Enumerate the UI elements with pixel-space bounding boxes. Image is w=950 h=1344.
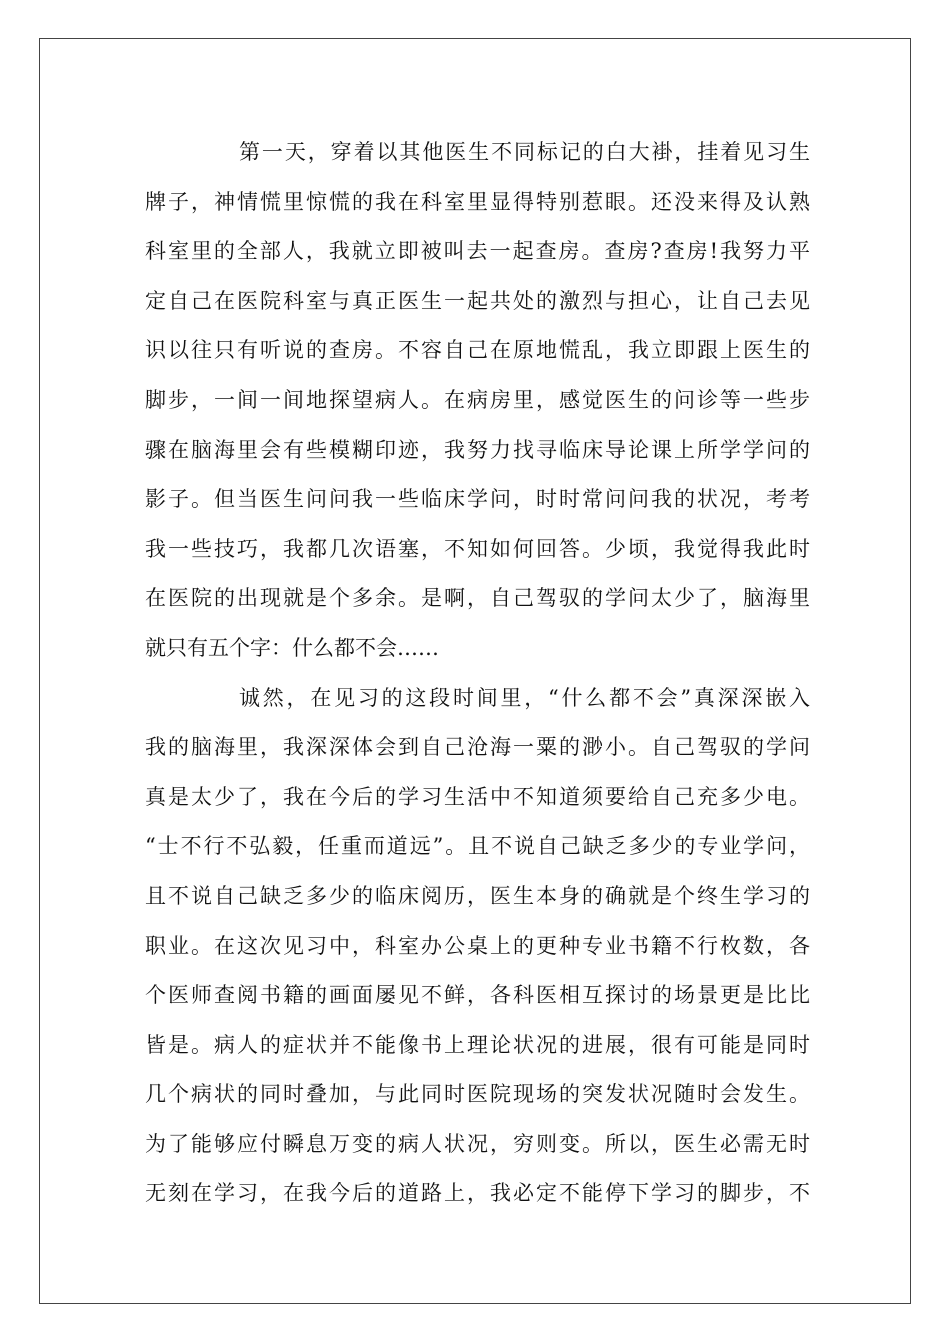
paragraph-line: 真是太少了，我在今后的学习生活中不知道须要给自己充多少电。 bbox=[145, 784, 810, 809]
paragraph-line: 影子。但当医生问问我一些临床学问，时时常问问我的状况，考考 bbox=[145, 487, 810, 512]
paragraph-line: 定自己在医院科室与真正医生一起共处的激烈与担心，让自己去见 bbox=[145, 288, 810, 313]
paragraph-line: 科室里的全部人，我就立即被叫去一起查房。查房?查房!我努力平 bbox=[145, 239, 810, 264]
paragraph-line: 为了能够应付瞬息万变的病人状况，穷则变。所以，医生必需无时 bbox=[145, 1131, 810, 1156]
paragraph-line: 无刻在学习，在我今后的道路上，我必定不能停下学习的脚步，不 bbox=[145, 1181, 810, 1206]
paragraph-2 bbox=[145, 674, 810, 1220]
paragraph-line: 我一些技巧，我都几次语塞，不知如何回答。少顷，我觉得我此时 bbox=[145, 536, 810, 561]
paragraph-line: 我的脑海里，我深深体会到自己沧海一粟的渺小。自己驾驭的学问 bbox=[145, 735, 810, 760]
paragraph-line: 且不说自己缺乏多少的临床阅历，医生本身的确就是个终生学习的 bbox=[145, 883, 810, 908]
paragraph-line: 骤在脑海里会有些模糊印迹，我努力找寻临床导论课上所学学问的 bbox=[145, 437, 810, 462]
paragraph-line: “士不行不弘毅，任重而道远”。且不说自己缺乏多少的专业学问， bbox=[145, 834, 810, 859]
paragraph-line: 脚步，一间一间地探望病人。在病房里，感觉医生的问诊等一些步 bbox=[145, 387, 810, 412]
document-body bbox=[145, 128, 810, 1219]
paragraph-1 bbox=[145, 128, 810, 674]
paragraph-line: 皆是。病人的症状并不能像书上理论状况的进展，很有可能是同时 bbox=[145, 1032, 810, 1057]
paragraph-line: 诚然，在见习的这段时间里，“什么都不会”真深深嵌入 bbox=[239, 685, 810, 710]
paragraph-line: 在医院的出现就是个多余。是啊，自己驾驭的学问太少了，脑海里 bbox=[145, 586, 810, 611]
paragraph-line: 个医师查阅书籍的画面屡见不鲜，各科医相互探讨的场景更是比比 bbox=[145, 983, 810, 1008]
paragraph-line: 就只有五个字：什么都不会…… bbox=[145, 635, 439, 660]
paragraph-line: 几个病状的同时叠加，与此同时医院现场的突发状况随时会发生。 bbox=[145, 1082, 810, 1107]
paragraph-line: 职业。在这次见习中，科室办公桌上的更种专业书籍不行枚数，各 bbox=[145, 933, 810, 958]
paragraph-line: 第一天，穿着以其他医生不同标记的白大褂，挂着见习生 bbox=[239, 140, 810, 164]
paragraph-line: 牌子，神情慌里惊慌的我在科室里显得特别惹眼。还没来得及认熟 bbox=[145, 189, 810, 214]
paragraph-line: 识以往只有听说的查房。不容自己在原地慌乱，我立即跟上医生的 bbox=[145, 338, 810, 363]
